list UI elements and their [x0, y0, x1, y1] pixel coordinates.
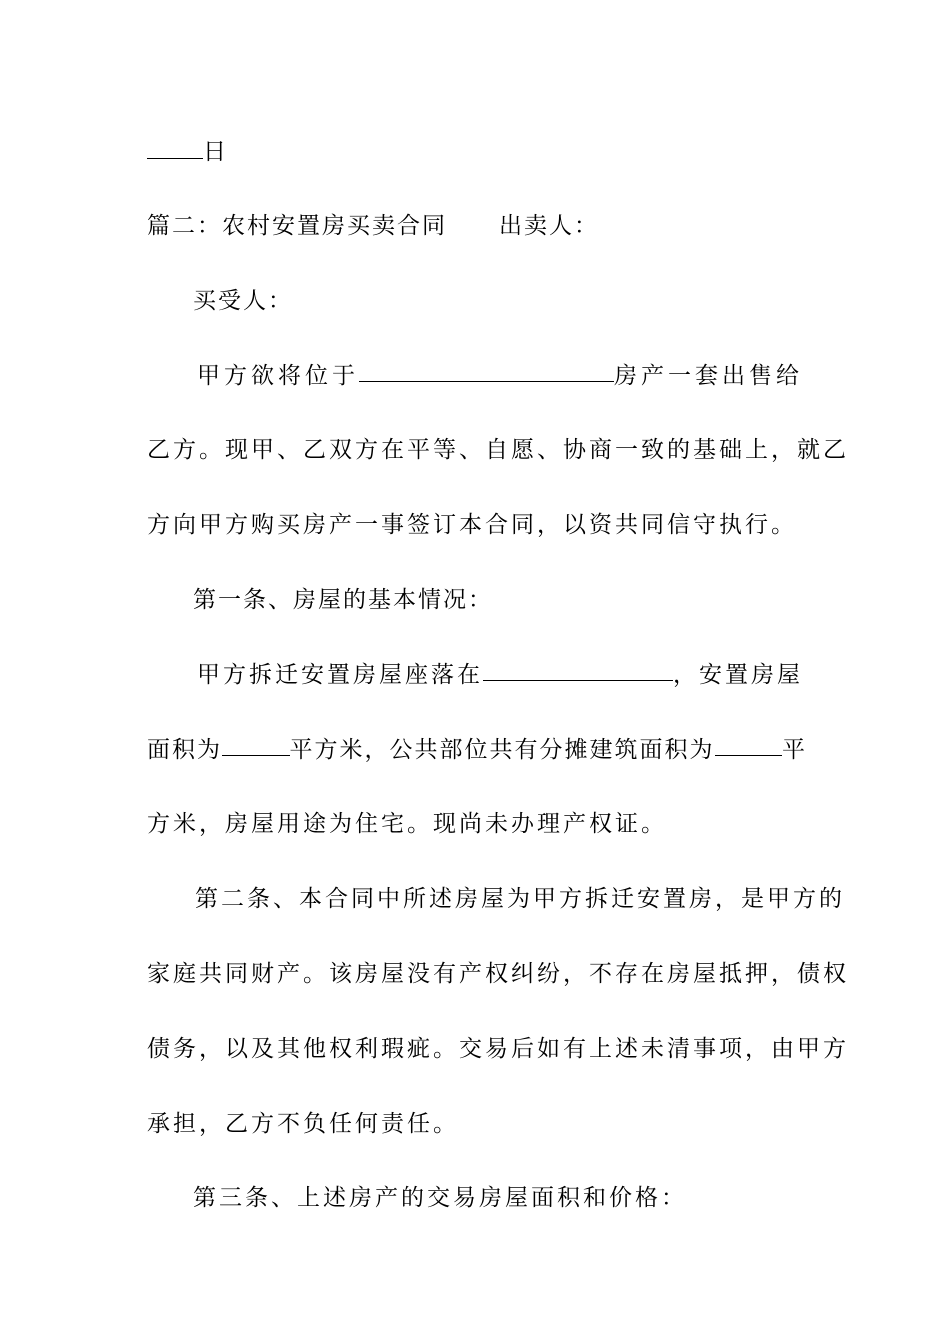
paragraph-line: 乙方。现甲、乙双方在平等、自愿、协商一致的基础上，就乙	[147, 437, 849, 463]
text-segment: 甲方拆迁安置房屋座落在	[197, 662, 483, 688]
blank-area	[222, 735, 290, 756]
text-segment: ，安置房屋	[673, 662, 803, 688]
paragraph-line: 家庭共同财产。该房屋没有产权纠纷，不存在房屋抵押，债权	[147, 961, 849, 987]
paragraph-line: 方向甲方购买房产一事签订本合同，以资共同信守执行。	[147, 512, 797, 538]
paragraph-line	[197, 361, 803, 391]
section-title: 篇二：农村安置房买卖合同	[147, 213, 447, 239]
text-segment: 平	[782, 737, 805, 763]
paragraph-line	[197, 660, 803, 690]
text-segment: 甲方欲将位于	[197, 363, 359, 389]
article-paragraph: 第二条、本合同中所述房屋为甲方拆迁安置房，是甲方的	[195, 886, 845, 912]
paragraph-line: 承担，乙方不负任何责任。	[147, 1111, 459, 1137]
blank-location	[359, 361, 614, 382]
paragraph-line: 方米，房屋用途为住宅。现尚未办理产权证。	[147, 811, 667, 837]
seller-label: 出卖人：	[499, 213, 599, 239]
text-segment: 面积为	[147, 737, 222, 763]
buyer-label: 买受人：	[193, 288, 293, 314]
paragraph-line: 债务，以及其他权利瑕疵。交易后如有上述未清事项，由甲方	[147, 1036, 849, 1062]
date-day-line	[147, 137, 807, 167]
blank-address	[483, 660, 673, 681]
article-heading: 第三条、上述房产的交易房屋面积和价格：	[193, 1185, 687, 1211]
article-heading: 第一条、房屋的基本情况：	[193, 587, 493, 613]
day-label: 日	[203, 139, 228, 165]
blank-day	[147, 138, 203, 159]
blank-shared-area	[715, 735, 783, 756]
text-segment: 房产一套出售给	[614, 363, 803, 389]
paragraph-line	[147, 735, 805, 765]
section-title-line	[147, 211, 807, 241]
text-segment: 平方米，公共部位共有分摊建筑面积为	[289, 737, 715, 763]
